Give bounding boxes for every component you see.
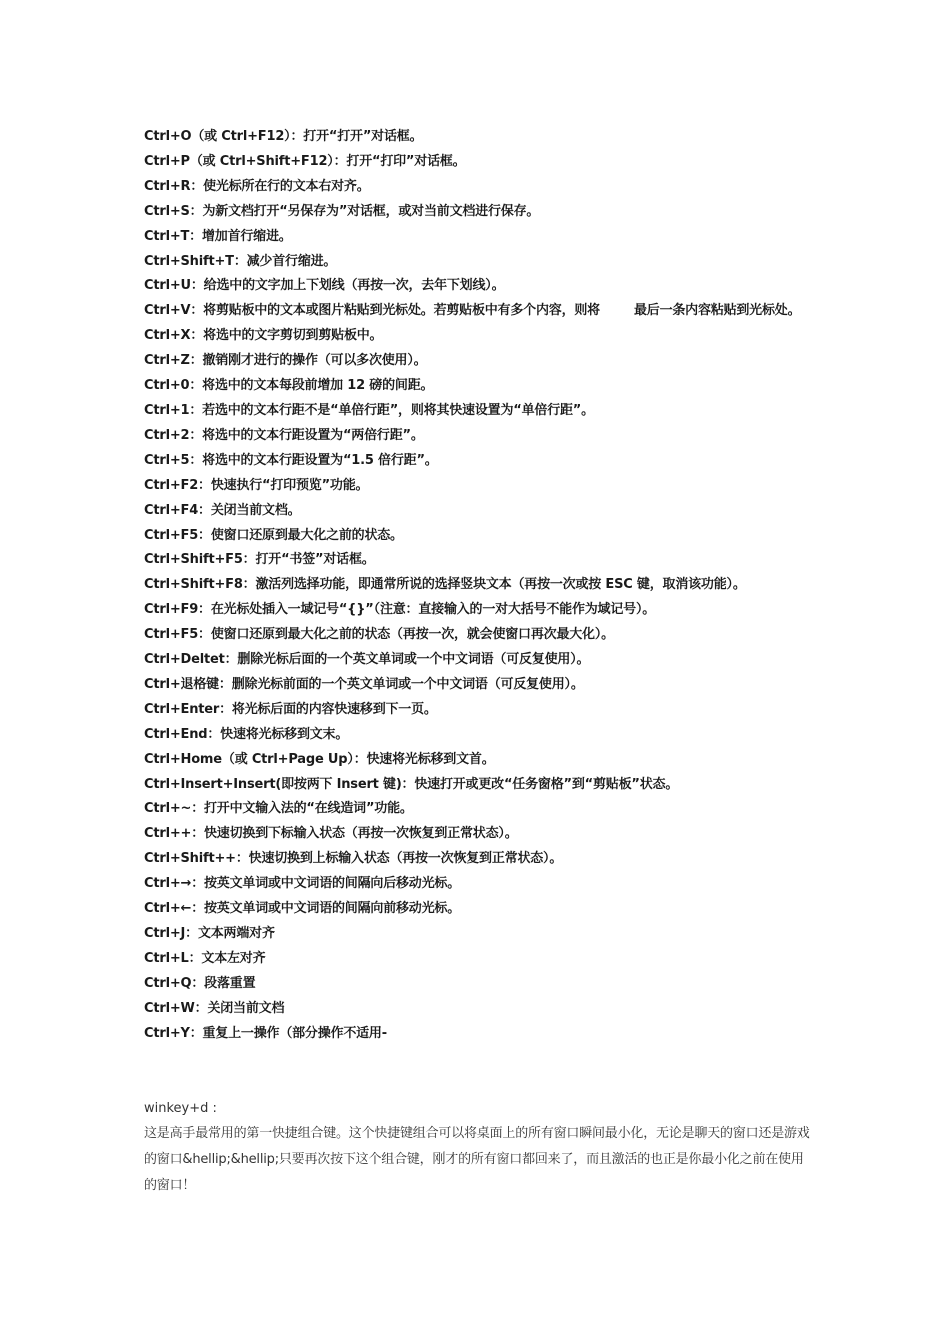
shortcut-line: Ctrl+F5：使窗口还原到最大化之前的状态（再按一次，就会使窗口再次最大化）。 <box>144 627 614 643</box>
shortcut-line: Ctrl+Home（或 Ctrl+Page Up）：快速将光标移到文首。 <box>144 751 495 767</box>
shortcut-line: Ctrl+W：关闭当前文档 <box>144 1000 285 1016</box>
shortcut-line: Ctrl++：快速切换到下标输入状态（再按一次恢复到正常状态）。 <box>144 826 518 842</box>
shortcut-line: Ctrl+L：文本左对齐 <box>144 950 266 966</box>
shortcut-line: Ctrl+←：按英文单词或中文词语的间隔向前移动光标。 <box>144 901 461 917</box>
shortcut-line: Ctrl+X：将选中的文字剪切到剪贴板中。 <box>144 328 383 344</box>
shortcut-line: Ctrl+1：若选中的文本行距不是“单倍行距”，则将其快速设置为“单倍行距”。 <box>144 402 594 418</box>
shortcut-line: Ctrl+Z：撤销刚才进行的操作（可以多次使用）。 <box>144 353 427 369</box>
tip-title: winkey+d : <box>144 1101 217 1116</box>
shortcut-line-part: 最后一条内容粘贴到光标处。 <box>633 303 801 319</box>
shortcut-line: Ctrl+Q：段落重置 <box>144 975 256 991</box>
shortcut-line: Ctrl+R：使光标所在行的文本右对齐。 <box>144 178 370 194</box>
shortcut-line: Ctrl+Deltet：删除光标后面的一个英文单词或一个中文词语（可反复使用）。 <box>144 652 590 668</box>
shortcut-line: Ctrl+Shift+T：减少首行缩进。 <box>144 253 337 269</box>
shortcut-line: Ctrl+S：为新文档打开“另保存为”对话框，或对当前文档进行保存。 <box>144 203 540 219</box>
shortcut-line: Ctrl+Enter：将光标后面的内容快速移到下一页。 <box>144 701 437 717</box>
shortcut-line: Ctrl+2：将选中的文本行距设置为“两倍行距”。 <box>144 427 424 443</box>
shortcut-line: Ctrl+O（或 Ctrl+F12）：打开“打开”对话框。 <box>144 129 423 144</box>
shortcut-list <box>144 125 814 1047</box>
shortcut-line: Ctrl+T：增加首行缩进。 <box>144 228 292 244</box>
shortcut-line-part: Ctrl+V：将剪贴板中的文本或图片粘贴到光标处。若剪贴板中有多个内容，则将 <box>144 303 600 319</box>
shortcut-line: Ctrl+0：将选中的文本每段前增加 12 磅的间距。 <box>144 378 434 394</box>
shortcut-line: Ctrl+Y：重复上一操作（部分操作不适用- <box>144 1025 387 1041</box>
tip-section <box>144 1097 814 1199</box>
shortcut-line: Ctrl+→：按英文单词或中文词语的间隔向后移动光标。 <box>144 876 461 892</box>
shortcut-line: Ctrl+End：快速将光标移到文末。 <box>144 726 349 742</box>
shortcut-line: Ctrl+J：文本两端对齐 <box>144 926 275 941</box>
tip-body: 这是高手最常用的第一快捷组合键。这个快捷键组合可以将桌面上的所有窗口瞬间最小化，无论是聊天的窗口还是游戏的窗口&hellip;&hellip;只要再次按下这个组合键，刚才的所有窗口都回来了，而且激活的也正是你最小化之前在使用的窗口！ <box>144 1126 810 1193</box>
shortcut-line: Ctrl+F4：关闭当前文档。 <box>144 502 301 518</box>
shortcut-line: Ctrl+U：给选中的文字加上下划线（再按一次，去年下划线）。 <box>144 278 505 294</box>
shortcut-line: Ctrl+Shift++：快速切换到上标输入状态（再按一次恢复到正常状态）。 <box>144 851 563 867</box>
shortcut-line: Ctrl+F9：在光标处插入一域记号“{}”（注意：直接输入的一对大括号不能作为域记号）。 <box>144 602 656 618</box>
shortcut-line-paste <box>144 299 814 324</box>
shortcut-line: Ctrl+F5：使窗口还原到最大化之前的状态。 <box>144 527 403 543</box>
shortcut-line: Ctrl+Shift+F5：打开“书签”对话框。 <box>144 552 375 568</box>
shortcut-line: Ctrl+5：将选中的文本行距设置为“1.5 倍行距”。 <box>144 452 438 468</box>
shortcut-line: Ctrl+~：打开中文输入法的“在线造词”功能。 <box>144 801 413 817</box>
shortcut-line: Ctrl+F2：快速执行“打印预览”功能。 <box>144 477 369 493</box>
shortcut-line: Ctrl+Insert+Insert(即按两下 Insert 键)：快速打开或更改“任务窗格”到“剪贴板”状态。 <box>144 776 679 792</box>
shortcut-line: Ctrl+P（或 Ctrl+Shift+F12）：打开“打印”对话框。 <box>144 153 466 169</box>
shortcut-line: Ctrl+Shift+F8：激活列选择功能，即通常所说的选择竖块文本（再按一次或按 ESC 键，取消该功能）。 <box>144 577 746 593</box>
shortcut-line: Ctrl+退格键：删除光标前面的一个英文单词或一个中文词语（可反复使用）。 <box>144 676 584 692</box>
